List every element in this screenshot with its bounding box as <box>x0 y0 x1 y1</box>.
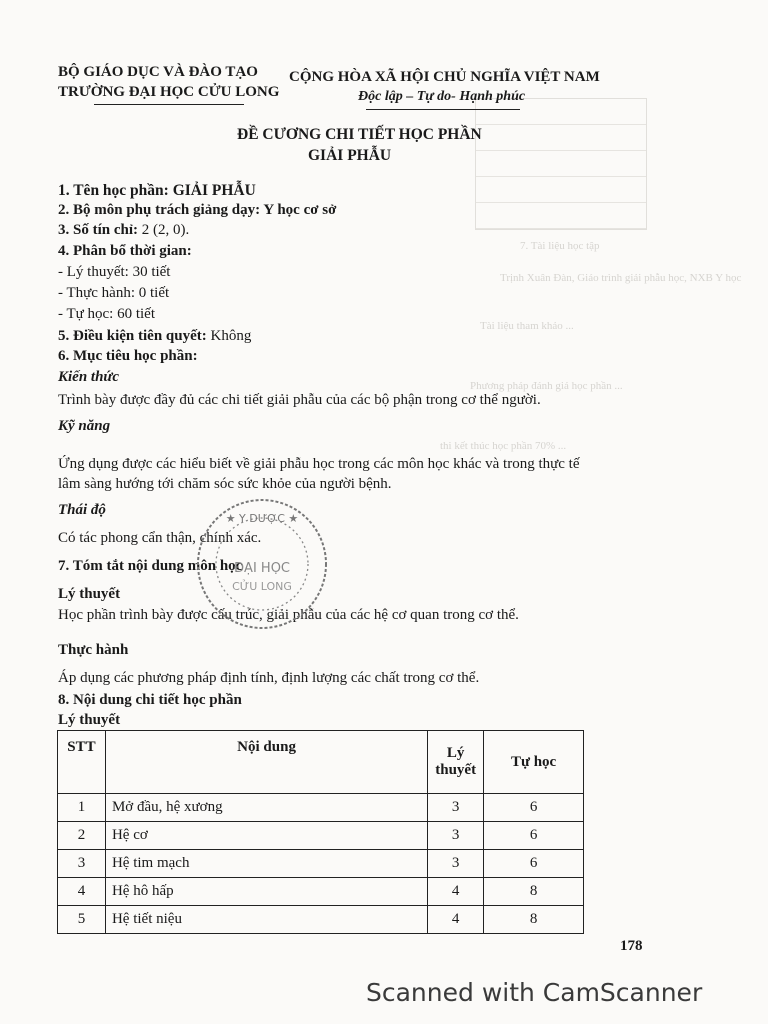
summary-practice-text: Áp dụng các phương pháp định tính, định lượng các chất trong cơ thể. <box>58 670 480 686</box>
ministry-name: BỘ GIÁO DỤC VÀ ĐÀO TẠO <box>58 64 258 80</box>
country-name: CỘNG HÒA XÃ HỘI CHỦ NGHĨA VIỆT NAM <box>289 69 600 85</box>
course-content-table <box>57 730 584 934</box>
national-motto: Độc lập – Tự do- Hạnh phúc <box>358 89 526 104</box>
cell-content: Hệ tiết niệu <box>105 906 427 934</box>
credits-value: 2 (2, 0). <box>141 222 190 238</box>
bleed-through-text: Phương pháp đánh giá học phần ... <box>470 380 623 392</box>
bleed-through-table <box>475 98 647 230</box>
credits <box>58 222 189 239</box>
table-row <box>58 878 584 906</box>
cell-theory: 4 <box>428 878 484 906</box>
bleed-through-text: 7. Tài liệu học tập <box>520 240 600 252</box>
skills-text-line2: lâm sàng hướng tới chăm sóc sức khỏe của người bệnh. <box>58 476 392 492</box>
table-row <box>58 822 584 850</box>
university-name: TRƯỜNG ĐẠI HỌC CỬU LONG <box>58 84 280 100</box>
official-stamp <box>192 494 332 634</box>
credits-label: 3. Số tín chỉ: <box>58 222 139 238</box>
column-header-theory-line1: Lý <box>446 745 465 761</box>
bleed-through-text: thi kết thúc học phần 70% ... <box>440 440 567 452</box>
course-name: 1. Tên học phần: GIẢI PHẪU <box>58 182 256 199</box>
svg-text:ĐẠI HỌC: ĐẠI HỌC <box>233 561 291 576</box>
cell-self-study: 8 <box>484 878 584 906</box>
summary-practice-heading: Thực hành <box>58 642 129 658</box>
cell-content: Hệ tim mạch <box>105 850 427 878</box>
skills-heading: Kỹ năng <box>58 418 111 434</box>
cell-self-study: 6 <box>484 794 584 822</box>
cell-stt: 2 <box>58 822 106 850</box>
column-header-theory-line2: thuyết <box>435 762 477 778</box>
summary-theory-text: Học phần trình bày được cấu trúc, giải phẫu của các hệ cơ quan trong cơ thể. <box>58 607 519 623</box>
details-theory-heading: Lý thuyết <box>58 712 121 728</box>
practice-hours: - Thực hành: 0 tiết <box>58 285 170 301</box>
column-header-stt: STT <box>58 731 106 794</box>
table-row <box>58 906 584 934</box>
bleed-through-text: Trịnh Xuân Đàn, Giáo trình giải phẫu học, NXB Y học <box>500 272 742 284</box>
cell-stt: 4 <box>58 878 106 906</box>
stamp-text: ★ Y DƯỢC ★ <box>225 512 299 525</box>
cell-stt: 3 <box>58 850 106 878</box>
cell-stt: 5 <box>58 906 106 934</box>
column-header-self-study: Tự học <box>484 731 584 794</box>
cell-self-study: 6 <box>484 822 584 850</box>
self-study-hours: - Tự học: 60 tiết <box>58 306 156 322</box>
cell-theory: 3 <box>428 794 484 822</box>
summary-heading: 7. Tóm tắt nội dung môn học <box>58 558 243 574</box>
svg-text:CỬU LONG: CỬU LONG <box>232 580 292 593</box>
cell-content: Mở đầu, hệ xương <box>105 794 427 822</box>
department: 2. Bộ môn phụ trách giảng dạy: Y học cơ sở <box>58 202 337 218</box>
bleed-through-text: Tài liệu tham khảo ... <box>480 320 574 332</box>
time-allocation-heading: 4. Phân bổ thời gian: <box>58 243 192 259</box>
camscanner-watermark: Scanned with CamScanner <box>366 978 703 1007</box>
column-header-theory <box>428 731 484 794</box>
header-underline-left <box>94 104 244 105</box>
prerequisite-label: 5. Điều kiện tiên quyết: <box>58 328 207 344</box>
document-subtitle: GIẢI PHẪU <box>308 147 392 164</box>
cell-self-study: 8 <box>484 906 584 934</box>
cell-theory: 3 <box>428 850 484 878</box>
cell-theory: 4 <box>428 906 484 934</box>
attitude-text: Có tác phong cẩn thận, chính xác. <box>58 530 262 546</box>
knowledge-text: Trình bày được đầy đủ các chi tiết giải phẫu của các bộ phận trong cơ thể người. <box>58 392 541 408</box>
details-heading: 8. Nội dung chi tiết học phần <box>58 692 242 708</box>
page-number: 178 <box>620 938 643 954</box>
objectives-heading: 6. Mục tiêu học phần: <box>58 348 198 364</box>
table-row <box>58 794 584 822</box>
cell-stt: 1 <box>58 794 106 822</box>
cell-content: Hệ hô hấp <box>105 878 427 906</box>
attitude-heading: Thái độ <box>58 502 106 518</box>
theory-hours: - Lý thuyết: 30 tiết <box>58 264 171 280</box>
cell-content: Hệ cơ <box>105 822 427 850</box>
knowledge-heading: Kiến thức <box>58 369 120 385</box>
prerequisite <box>58 328 251 345</box>
table-header-row <box>58 731 584 794</box>
column-header-content: Nội dung <box>105 731 427 794</box>
cell-self-study: 6 <box>484 850 584 878</box>
summary-theory-heading: Lý thuyết <box>58 586 121 602</box>
skills-text-line1: Ứng dụng được các hiểu biết về giải phẫu học trong các môn học khác và trong thực tế <box>58 456 580 472</box>
cell-theory: 3 <box>428 822 484 850</box>
table-row <box>58 850 584 878</box>
header-underline-right <box>366 109 520 110</box>
document-title: ĐỀ CƯƠNG CHI TIẾT HỌC PHẦN <box>237 126 482 143</box>
prerequisite-value: Không <box>210 328 252 344</box>
